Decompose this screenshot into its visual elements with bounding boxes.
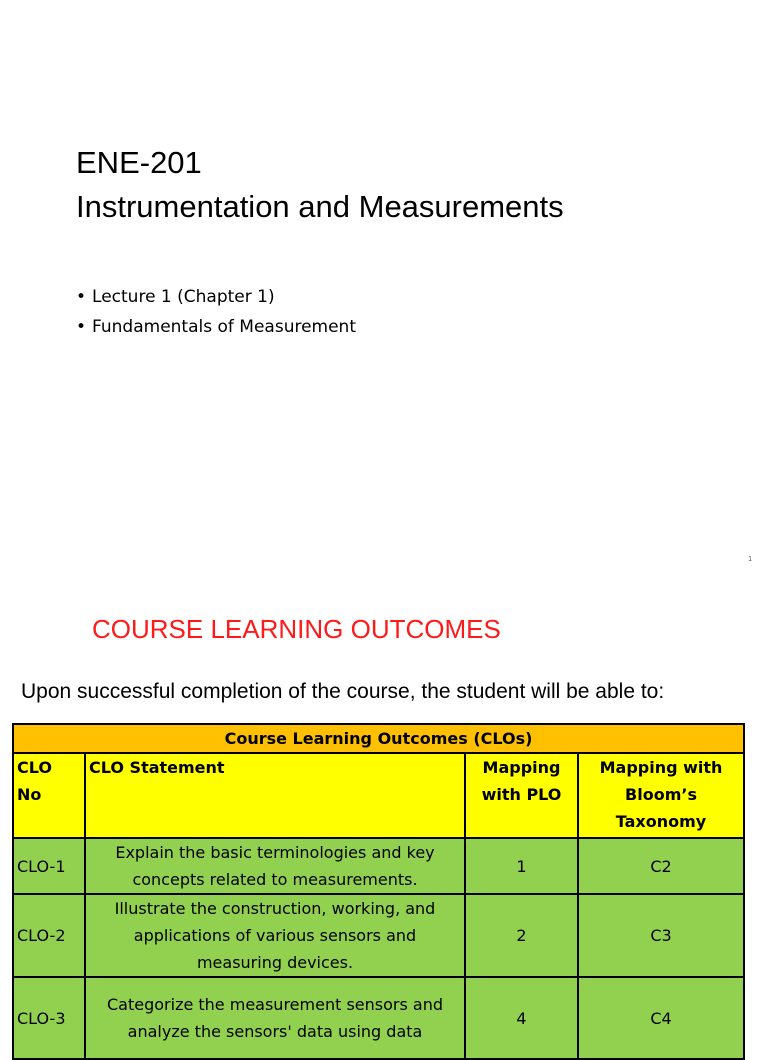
bullet-lecture: • Lecture 1 (Chapter 1) [76,282,356,312]
bullet-topic: • Fundamentals of Measurement [76,312,356,342]
plo-mapping: 2 [465,894,578,977]
bloom-mapping: C2 [578,838,744,894]
clo-statement: Categorize the measurement sensors and analyze the sensors' data using data [85,977,465,1059]
course-title: Instrumentation and Measurements [76,189,564,224]
bloom-mapping: C4 [578,977,744,1059]
clo-number: CLO-2 [13,894,85,977]
header-clo-no: CLO No [13,753,85,838]
clo-statement: Explain the basic terminologies and key concepts related to measurements. [85,838,465,894]
bullet-list [76,282,356,342]
clo-statement: Illustrate the construction, working, and applications of various sensors and measuring devices. [85,894,465,977]
table-row [13,894,744,977]
header-clo-statement: CLO Statement [85,753,465,838]
section-heading: COURSE LEARNING OUTCOMES [92,614,501,644]
table-caption-row [13,724,744,753]
plo-mapping: 1 [465,838,578,894]
intro-text: Upon successful completion of the course, the student will be able to: [21,680,665,703]
course-code: ENE-201 [76,145,202,180]
clo-number: CLO-1 [13,838,85,894]
page-number: 1 [748,556,752,563]
clo-number: CLO-3 [13,977,85,1059]
header-bloom-mapping: Mapping with Bloom’s Taxonomy [578,753,744,838]
table-row [13,977,744,1059]
clo-table [12,723,745,1060]
table-caption: Course Learning Outcomes (CLOs) [13,724,744,753]
header-plo-mapping: Mapping with PLO [465,753,578,838]
bloom-mapping: C3 [578,894,744,977]
table-row [13,838,744,894]
plo-mapping: 4 [465,977,578,1059]
table-header-row [13,753,744,838]
